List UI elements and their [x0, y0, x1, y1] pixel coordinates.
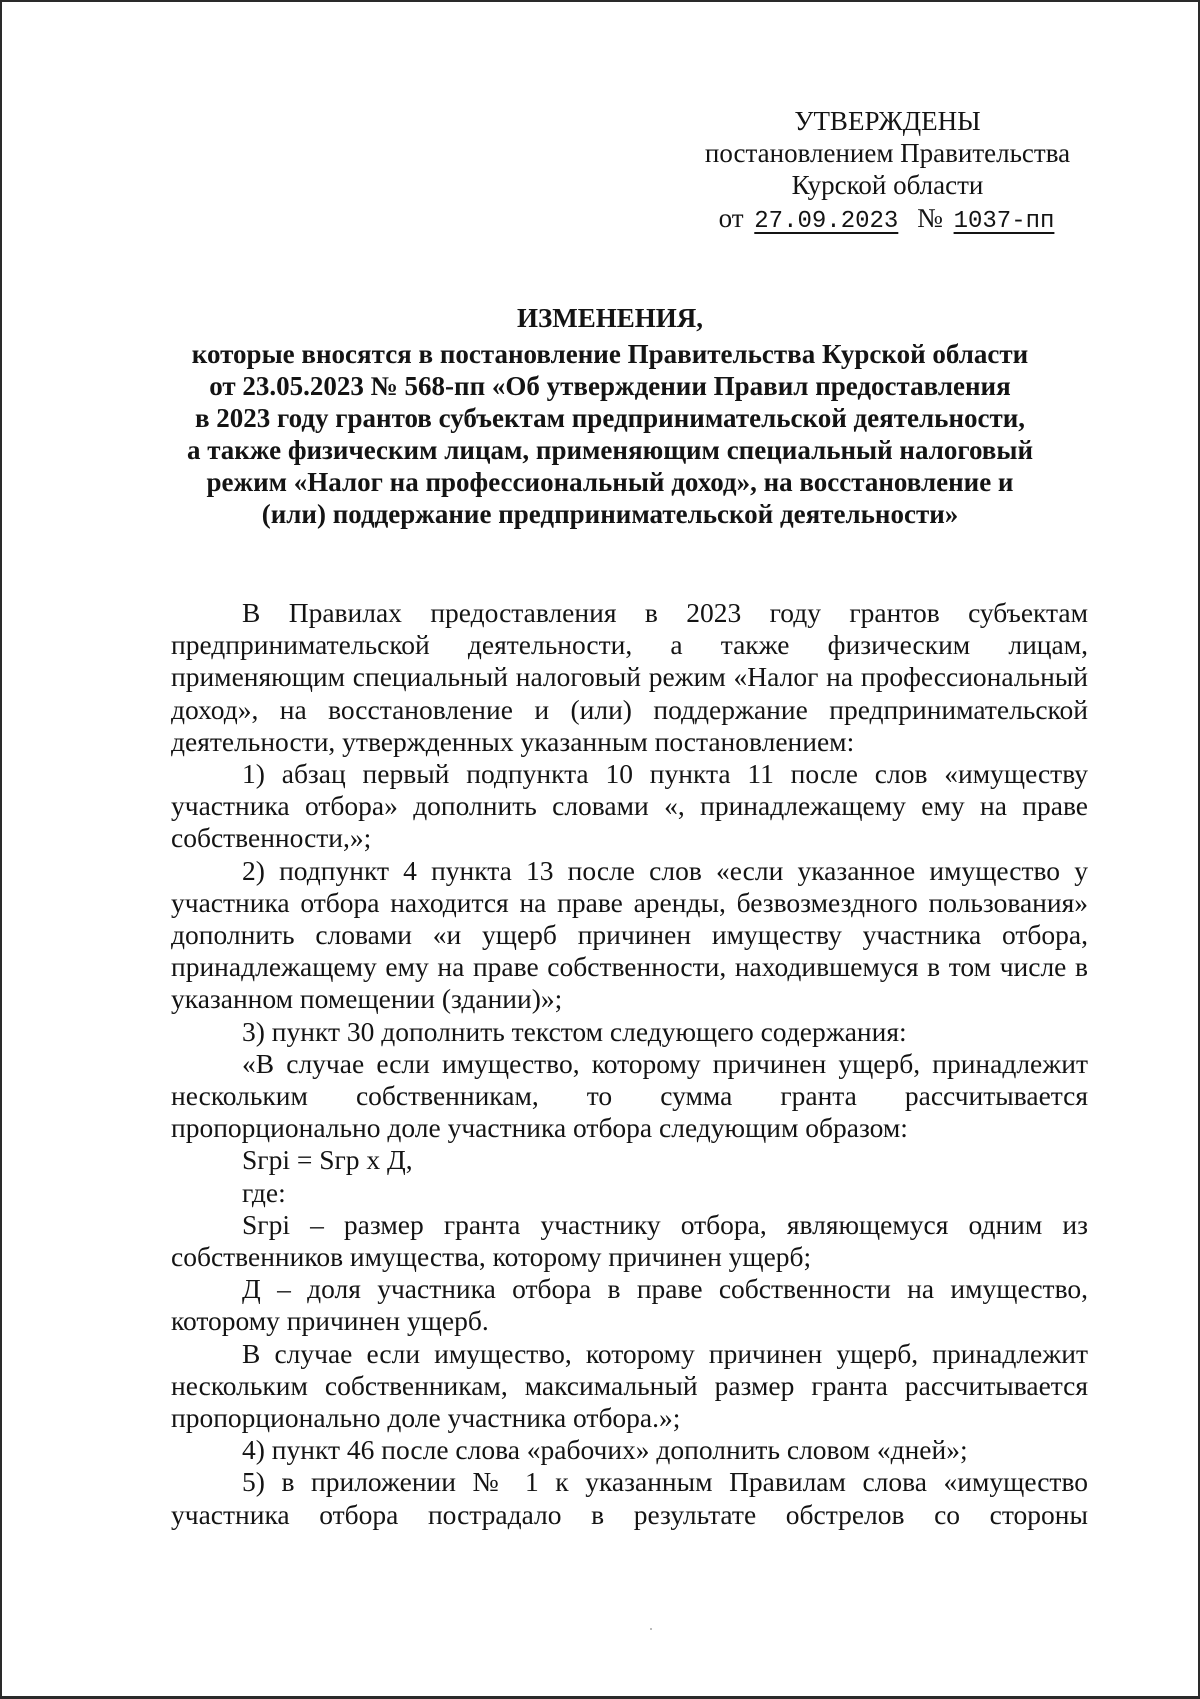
formula: Sгрi = Sгр х Д, [242, 1144, 413, 1176]
scan-speck [650, 1628, 652, 1630]
title-line: в 2023 году грантов субъектам предпринимательской деятельности, [194, 403, 1026, 433]
approval-region: Курской области [791, 170, 984, 200]
approval-date-line [690, 202, 1085, 238]
body-paragraph: 2) подпункт 4 пункта 13 после слов «если указанное имущество у участника отбора находится на праве аренды, безвозмездного пользования» дополнить словами «и ущерб причинен имуществу участника отбора, принадлежащему ему на праве собственности, находившемуся в том числе в указанном помещении (здании)»; [171, 854, 1088, 1015]
body-paragraph: 1) абзац первый подпункта 10 пункта 11 после слов «имуществу участника отбора» дополнить словами «, принадлежащему ему на праве собственности,»; [171, 758, 1088, 854]
approval-number-prefix: № [917, 203, 943, 233]
approval-date: 27.09.2023 [754, 208, 899, 235]
approval-number: 1037-пп [953, 208, 1055, 235]
title-heading: ИЗМЕНЕНИЯ, [516, 303, 703, 333]
formula-where: где: [242, 1176, 286, 1208]
page-edge-left [0, 0, 2, 1699]
approval-stamp [690, 105, 1085, 238]
approval-by: постановлением Правительства [704, 138, 1071, 168]
approval-date-prefix: от [718, 203, 744, 233]
body-paragraph: «В случае если имущество, которому причинен ущерб, принадлежит нескольким собственникам, то сумма гранта рассчитывается пропорционально доле участника отбора следующим образом: [171, 1047, 1088, 1144]
title-line: от 23.05.2023 № 568-пп «Об утверждении Правил предоставления [209, 371, 1011, 401]
body-paragraph: В случае если имущество, которому причинен ущерб, принадлежит нескольким собственникам, максимальный размер гранта рассчитывается пропорционально доле участника отбора.»; [171, 1337, 1088, 1434]
title-line: а также физическим лицам, применяющим специальный налоговый [186, 435, 1034, 465]
page-edge-top [0, 0, 1200, 2]
title-line: которые вносятся в постановление Правительства Курской области [191, 339, 1029, 369]
body-paragraph: Sгрi – размер гранта участнику отбора, являющемуся одним из собственников имущества, которому причинен ущерб; [171, 1208, 1088, 1273]
title-line: (или) поддержание предпринимательской деятельности» [261, 499, 959, 529]
body-paragraph: 4) пункт 46 после слова «рабочих» дополнить словом «дней»; [242, 1434, 968, 1466]
body-paragraph: Д – доля участника отбора в праве собственности на имущество, которому причинен ущерб. [171, 1273, 1088, 1337]
approval-approved: УТВЕРЖДЕНЫ [794, 106, 981, 136]
body-paragraph: 3) пункт 30 дополнить текстом следующего содержания: [242, 1015, 907, 1047]
body-paragraph: В Правилах предоставления в 2023 году грантов субъектам предпринимательской деятельности, а также физическим лицам, применяющим специальный налоговый режим «Налог на профессиональный доход», на восстановление и (или) поддержание предпринимательской деятельности, утвержденных указанным постановлением: [171, 597, 1088, 757]
document-title [150, 302, 1070, 530]
body-paragraph: 5) в приложении № 1 к указанным Правилам слова «имущество участника отбора пострадало в результате обстрелов со стороны [171, 1466, 1088, 1530]
document-body [171, 597, 1088, 1531]
title-line: режим «Налог на профессиональный доход», на восстановление и [206, 467, 1014, 497]
